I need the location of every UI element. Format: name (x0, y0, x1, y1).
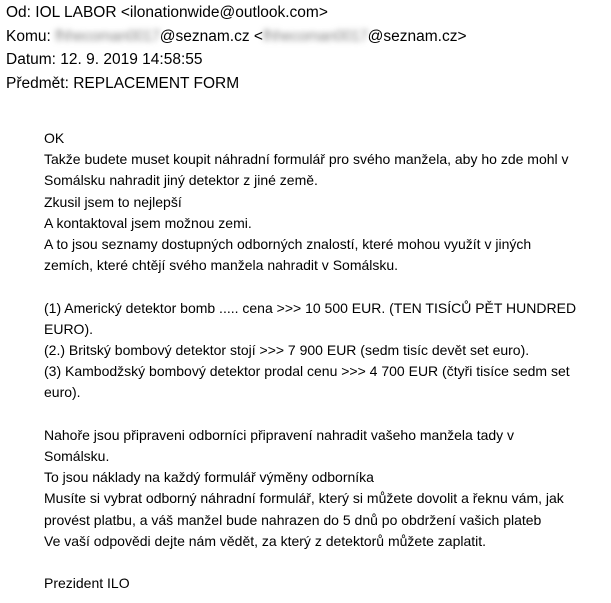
subject-row (6, 72, 606, 96)
to-address-domain[interactable]: @seznam.cz> (367, 27, 467, 45)
body-line: euro). (44, 384, 81, 401)
body-line: Takže budete muset koupit náhradní formulář pro svého manžela, aby ho zde mohl v (44, 151, 569, 168)
body-line: Musíte si vybrat odborný náhradní formulář, který si můžete dovolit a řeknu vám, jak (44, 490, 564, 507)
from-row (6, 1, 606, 25)
body-line: (1) Americký detektor bomb ..... cena >>> 10 500 EUR. (TEN TISÍCŮ PĚT HUNDRED (44, 299, 577, 316)
body-line: OK (44, 130, 65, 146)
body-line: zemích, které chtějí svého manžela nahradit v Somálsku. (44, 257, 399, 274)
to-domain[interactable]: @seznam.cz < (159, 27, 263, 45)
body-line: Prezident ILO (44, 575, 130, 592)
to-label: Komu: (6, 27, 51, 45)
blank-line (44, 404, 604, 425)
blank-line (44, 276, 604, 297)
body-line: (2.) Britský bombový detektor stojí >>> 7 900 EUR (sedm tisíc devět set euro). (44, 342, 530, 359)
email-body (44, 128, 604, 594)
body-line: Nahoře jsou připraveni odborníci připravení nahradit vašeho manžela tady v (44, 426, 515, 443)
body-line: Ve vaší odpovědi dejte nám vědět, za který z detektorů můžete zaplatit. (44, 532, 487, 549)
body-line: Zkusil jsem to nejlepší (44, 193, 182, 210)
subject-label: Předmět: (6, 74, 69, 92)
body-line: Somálsku nahradit jiný detektor z jiné země. (44, 172, 318, 189)
body-line: A to jsou seznamy dostupných odborných znalostí, které mohou využít v jiných (44, 236, 532, 253)
subject-value: REPLACEMENT FORM (73, 74, 240, 92)
redacted-recipient-address: fhhecoman0017 (262, 27, 368, 45)
body-line: Somálsku. (44, 448, 110, 465)
date-label: Datum: (6, 51, 56, 68)
email-header (6, 1, 606, 95)
from-value[interactable]: IOL LABOR <ilonationwide@outlook.com> (35, 4, 328, 21)
body-line: provést platbu, a váš manžel bude nahrazen do 5 dnů po obdržení vašich plateb (44, 511, 542, 528)
body-line: EURO). (44, 320, 93, 337)
body-line: A kontaktoval jsem možnou zemi. (44, 214, 252, 231)
date-value: 12. 9. 2019 14:58:55 (60, 51, 203, 68)
redacted-recipient-name: fhhecoman0017 (55, 27, 160, 45)
from-label: Od: (6, 4, 31, 21)
date-row (6, 48, 606, 72)
body-line: (3) Kambodžský bombový detektor prodal cenu >>> 4 700 EUR (čtyři tisíce sedm set (44, 363, 570, 380)
to-row (6, 25, 606, 49)
blank-line (44, 552, 604, 573)
body-line: To jsou náklady na každý formulář výměny odborníka (44, 469, 374, 486)
